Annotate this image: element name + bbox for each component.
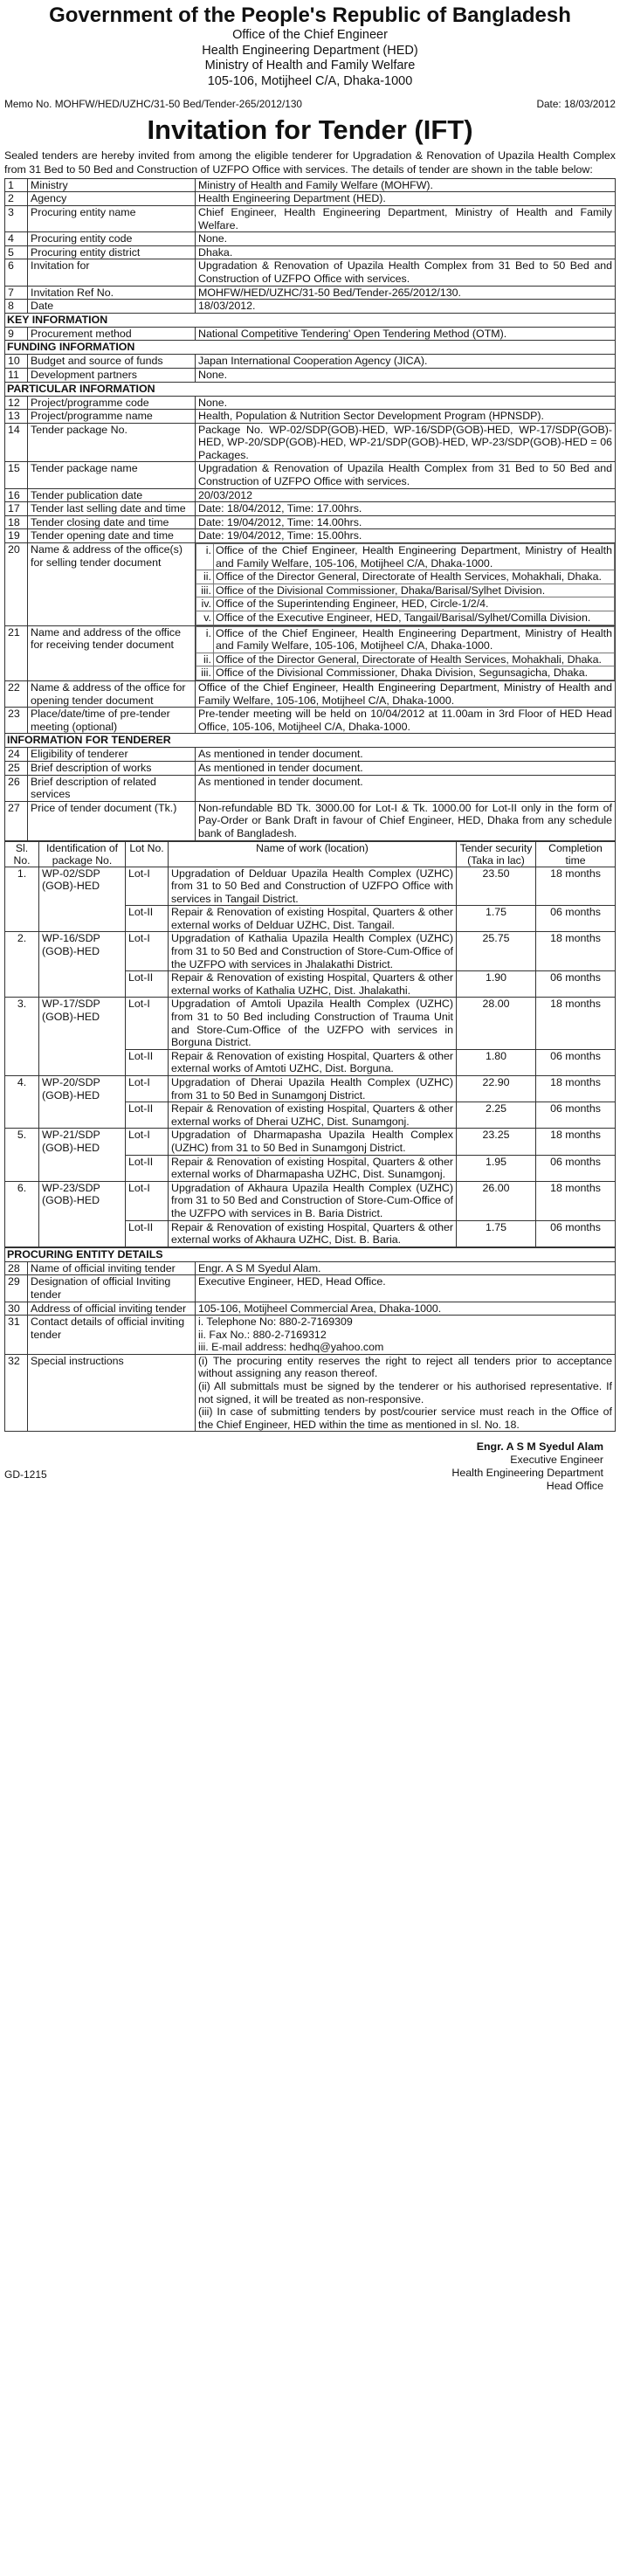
row-value-line: ii. Fax No.: 880-2-7169312 — [198, 1328, 327, 1341]
detail-row — [5, 423, 616, 462]
row-label: Procuring entity code — [28, 232, 196, 246]
works-header-sl: Sl. No. — [5, 841, 39, 867]
works-completion: 18 months — [536, 932, 616, 971]
row-value: Office of the Chief Engineer, Health Engineering Department, Ministry of Health and Family Welfare, 105-106, Motijheel C/A, Dhaka-1000. — [196, 680, 616, 707]
detail-row — [5, 680, 616, 707]
works-name: Repair & Renovation of existing Hospital, Quarters & other external works of Dherai UZHC, Dist. Sunamgonj. — [169, 1102, 457, 1129]
office-address: Office of the Divisional Commissioner, Dhaka/Barisal/Sylhet Division. — [214, 584, 615, 597]
row-number: 26 — [5, 775, 28, 801]
row-number: 29 — [5, 1275, 28, 1302]
signature-block — [4, 1440, 616, 1493]
works-lot: Lot-I — [126, 1181, 169, 1220]
works-package: WP-20/SDP (GOB)-HED — [39, 1076, 126, 1129]
works-header-row — [5, 841, 616, 867]
works-lot: Lot-I — [126, 867, 169, 906]
works-package: WP-17/SDP (GOB)-HED — [39, 998, 126, 1076]
row-value: None. — [196, 368, 616, 382]
detail-row — [5, 192, 616, 206]
row-label: Budget and source of funds — [28, 355, 196, 369]
office-list-item — [196, 544, 615, 570]
row-number: 27 — [5, 801, 28, 840]
row-value: As mentioned in tender document. — [196, 748, 616, 762]
works-name: Upgradation of Akhaura Upazila Health Complex (UZHC) from 31 to 50 Bed and Construction of Store-Cum-Office of the UZFPO with services in B. Baria District. — [169, 1181, 457, 1220]
office-list-item — [196, 626, 615, 653]
memo-row — [4, 98, 616, 111]
row-value: Health Engineering Department (HED). — [196, 192, 616, 206]
row-value: Date: 19/04/2012, Time: 15.00hrs. — [196, 529, 616, 543]
ministry-line: Ministry of Health and Family Welfare — [204, 59, 416, 73]
row-value: Non-refundable BD Tk. 3000.00 for Lot-I & Tk. 1000.00 for Lot-II only in the form of Pay-Order or Bank Draft in favour of Chief Engineer, HED, Dhaka from any schedule bank of Bangladesh. — [196, 801, 616, 840]
row-value-line: (i) The procuring entity reserves the right to reject all tenders prior to acceptance without assigning any reason thereof. — [198, 1354, 612, 1380]
works-security: 28.00 — [457, 998, 536, 1049]
works-completion: 18 months — [536, 1181, 616, 1220]
works-name: Upgradation of Amtoli Upazila Health Complex (UZHC) from 31 to 50 Bed including Construction of Trauma Unit and Store-Cum-Office of the UZFPO with services in Borguna District. — [169, 998, 457, 1049]
works-completion: 18 months — [536, 867, 616, 906]
detail-row — [5, 1275, 616, 1302]
detail-row — [5, 178, 616, 192]
row-value: None. — [196, 232, 616, 246]
row-value: Upgradation & Renovation of Upazila Health Complex from 31 Bed to 50 Bed and Construction of UZFPO Office with services. — [196, 462, 616, 488]
works-row — [5, 932, 616, 971]
row-number: 14 — [5, 423, 28, 462]
detail-row — [5, 232, 616, 246]
row-number: 11 — [5, 368, 28, 382]
office-line: Office of the Chief Engineer — [232, 28, 388, 42]
row-number: 1 — [5, 178, 28, 192]
row-label: Tender last selling date and time — [28, 502, 196, 516]
works-lot: Lot-II — [126, 1155, 169, 1181]
row-value: None. — [196, 396, 616, 410]
office-list-item — [196, 666, 615, 680]
works-completion: 18 months — [536, 998, 616, 1049]
works-security: 22.90 — [457, 1076, 536, 1102]
detail-row — [5, 286, 616, 300]
works-serial: 6. — [5, 1181, 39, 1247]
works-name: Upgradation of Dharmapasha Upazila Health Complex (UZHC) from 31 to 50 Bed in Sunamgonj District. — [169, 1129, 457, 1155]
office-address: Office of the Divisional Commissioner, Dhaka Division, Segunsagicha, Dhaka. — [214, 666, 615, 680]
works-name: Repair & Renovation of existing Hospital, Quarters & other external works of Dharmapasha UZHC, Dist. Sunamgonj. — [169, 1155, 457, 1181]
office-roman-numeral: ii. — [196, 653, 214, 666]
row-value: Pre-tender meeting will be held on 10/04/2012 at 11.00am in 3rd Floor of HED Head Office, 105-106, Motijheel C/A, Dhaka-1000. — [196, 708, 616, 734]
section-heading-row — [5, 341, 616, 355]
row-value: Executive Engineer, HED, Head Office. — [196, 1275, 616, 1302]
row-value: Japan International Cooperation Agency (JICA). — [196, 355, 616, 369]
row-number: 18 — [5, 515, 28, 529]
row-label: Tender publication date — [28, 488, 196, 502]
row-number: 25 — [5, 761, 28, 775]
row-value: Ministry of Health and Family Welfare (MOHFW). — [196, 178, 616, 192]
row-value: Engr. A S M Syedul Alam. — [196, 1261, 616, 1275]
works-row — [5, 1129, 616, 1155]
works-security: 23.50 — [457, 867, 536, 906]
signatory-name: Engr. A S M Syedul Alam — [476, 1440, 603, 1454]
works-header-pkg: Identification of package No. — [39, 841, 126, 867]
row-label: Tender package name — [28, 462, 196, 488]
works-completion: 06 months — [536, 1155, 616, 1181]
office-list-item — [196, 570, 615, 584]
section-heading-row — [5, 734, 616, 748]
memo-date: Date: 18/03/2012 — [536, 98, 616, 111]
office-roman-numeral: iii. — [196, 666, 214, 680]
works-completion: 06 months — [536, 1220, 616, 1247]
detail-row — [5, 761, 616, 775]
row-label: Ministry — [28, 178, 196, 192]
works-serial: 2. — [5, 932, 39, 998]
row-label: Tender package No. — [28, 423, 196, 462]
works-security: 1.90 — [457, 971, 536, 998]
row-label: Name and address of the office for receiving tender document — [28, 625, 196, 680]
row-number: 20 — [5, 543, 28, 626]
row-number: 8 — [5, 300, 28, 314]
row-number: 13 — [5, 410, 28, 424]
works-lot: Lot-II — [126, 1049, 169, 1075]
row-value: As mentioned in tender document. — [196, 775, 616, 801]
detail-row — [5, 259, 616, 286]
works-name: Repair & Renovation of existing Hospital, Quarters & other external works of Kathalia UZHC, Dist. Jhalakathi. — [169, 971, 457, 998]
works-completion: 06 months — [536, 906, 616, 932]
row-label: Invitation for — [28, 259, 196, 286]
works-security: 26.00 — [457, 1181, 536, 1220]
office-list — [196, 543, 615, 625]
office-address: Office of the Chief Engineer, Health Engineering Department, Ministry of Health and Family Welfare, 105-106, Motijheel C/A, Dhaka-1000. — [214, 544, 615, 570]
row-number: 19 — [5, 529, 28, 543]
detail-row — [5, 708, 616, 734]
section-heading: PARTICULAR INFORMATION — [5, 382, 616, 396]
works-serial: 3. — [5, 998, 39, 1076]
office-roman-numeral: v. — [196, 611, 214, 625]
detail-row — [5, 410, 616, 424]
row-number: 3 — [5, 205, 28, 231]
office-address: Office of the Chief Engineer, Health Engineering Department, Ministry of Health and Family Welfare, 105-106, Motijheel C/A, Dhaka-1000. — [214, 626, 615, 653]
signatory-dept: Health Engineering Department — [451, 1467, 603, 1480]
row-number: 9 — [5, 327, 28, 341]
address-line: 105-106, Motijheel C/A, Dhaka-1000 — [207, 73, 413, 88]
row-label: Brief description of related services — [28, 775, 196, 801]
works-completion: 06 months — [536, 1102, 616, 1129]
row-value: As mentioned in tender document. — [196, 761, 616, 775]
works-security: 1.80 — [457, 1049, 536, 1075]
row-value: Health, Population & Nutrition Sector Development Program (HPNSDP). — [196, 410, 616, 424]
row-number: 16 — [5, 488, 28, 502]
works-header-name: Name of work (location) — [169, 841, 457, 867]
detail-row — [5, 488, 616, 502]
row-number: 23 — [5, 708, 28, 734]
works-completion: 18 months — [536, 1076, 616, 1102]
memo-number: Memo No. MOHFW/HED/UZHC/31-50 Bed/Tender-265/2012/130 — [4, 98, 302, 111]
department-line: Health Engineering Department (HED) — [202, 43, 418, 58]
row-number: 6 — [5, 259, 28, 286]
row-label: Procuring entity name — [28, 205, 196, 231]
works-serial: 4. — [5, 1076, 39, 1129]
works-serial: 5. — [5, 1129, 39, 1181]
row-value: Dhaka. — [196, 245, 616, 259]
office-roman-numeral: iv. — [196, 597, 214, 611]
row-value: Upgradation & Renovation of Upazila Health Complex from 31 Bed to 50 Bed and Construction of UZFPO Office with services. — [196, 259, 616, 286]
row-value: 20/03/2012 — [196, 488, 616, 502]
office-address: Office of the Director General, Directorate of Health Services, Mohakhali, Dhaka. — [214, 653, 615, 666]
tender-notice — [4, 3, 616, 1493]
works-security: 25.75 — [457, 932, 536, 971]
detail-row — [5, 327, 616, 341]
row-value: National Competitive Tendering' Open Tendering Method (OTM). — [196, 327, 616, 341]
works-row — [5, 1181, 616, 1220]
detail-row — [5, 748, 616, 762]
works-package: WP-23/SDP (GOB)-HED — [39, 1181, 126, 1247]
row-label: Project/programme name — [28, 410, 196, 424]
row-value-line: i. Telephone No: 880-2-7169309 — [198, 1316, 353, 1329]
works-lot: Lot-I — [126, 1129, 169, 1155]
row-label: Tender closing date and time — [28, 515, 196, 529]
works-lot: Lot-II — [126, 971, 169, 998]
detail-row — [5, 1302, 616, 1316]
works-security: 23.25 — [457, 1129, 536, 1155]
detail-row — [5, 543, 616, 626]
row-number: 32 — [5, 1354, 28, 1432]
works-lot: Lot-II — [126, 906, 169, 932]
row-value: Package No. WP-02/SDP(GOB)-HED, WP-16/SDP(GOB)-HED, WP-17/SDP(GOB)-HED, WP-20/SDP(GOB)-HED, WP-21/SDP(GOB)-HED, WP-23/SDP(GOB)-HED = 06 Packages. — [196, 423, 616, 462]
row-value: Chief Engineer, Health Engineering Department, Ministry of Health and Family Welfare. — [196, 205, 616, 231]
works-security: 1.75 — [457, 906, 536, 932]
row-label: Procuring entity district — [28, 245, 196, 259]
row-label: Brief description of works — [28, 761, 196, 775]
row-value: 18/03/2012. — [196, 300, 616, 314]
detail-row — [5, 515, 616, 529]
row-label: Agency — [28, 192, 196, 206]
detail-row — [5, 462, 616, 488]
row-number: 28 — [5, 1261, 28, 1275]
row-number: 2 — [5, 192, 28, 206]
office-address: Office of the Executive Engineer, HED, Tangail/Barisal/Sylhet/Comilla Division. — [214, 611, 615, 625]
detail-row — [5, 1261, 616, 1275]
signatory-title: Executive Engineer — [510, 1454, 603, 1467]
row-label: Tender opening date and time — [28, 529, 196, 543]
row-label: Place/date/time of pre-tender meeting (optional) — [28, 708, 196, 734]
office-list-cell — [196, 543, 616, 626]
row-label: Name of official inviting tender — [28, 1261, 196, 1275]
row-label: Contact details of official inviting tender — [28, 1316, 196, 1355]
detail-row — [5, 1316, 616, 1355]
office-list-cell — [196, 625, 616, 680]
works-header-sec: Tender security (Taka in lac) — [457, 841, 536, 867]
detail-row — [5, 245, 616, 259]
row-number: 10 — [5, 355, 28, 369]
office-list-item — [196, 597, 615, 611]
row-label: Development partners — [28, 368, 196, 382]
office-list-item — [196, 653, 615, 666]
row-value: 105-106, Motijheel Commercial Area, Dhaka-1000. — [196, 1302, 616, 1316]
office-list-item — [196, 611, 615, 625]
office-roman-numeral: iii. — [196, 584, 214, 597]
office-address: Office of the Superintending Engineer, HED, Circle-1/2/4. — [214, 597, 615, 611]
row-label: Procurement method — [28, 327, 196, 341]
works-serial: 1. — [5, 867, 39, 932]
works-row — [5, 1076, 616, 1102]
works-completion: 06 months — [536, 971, 616, 998]
section-heading-row — [5, 382, 616, 396]
intro-paragraph: Sealed tenders are hereby invited from among the eligible tenderer for Upgradation & Renovation of Upazila Health Complex from 31 Bed to 50 Bed and Construction of UZFPO Office with services. The details of tender are shown in the table below: — [4, 149, 616, 176]
detail-row — [5, 801, 616, 840]
detail-row — [5, 368, 616, 382]
works-name: Repair & Renovation of existing Hospital, Quarters & other external works of Delduar UZHC, Dist. Tangail. — [169, 906, 457, 932]
row-number: 30 — [5, 1302, 28, 1316]
section-heading: INFORMATION FOR TENDERER — [5, 734, 616, 748]
detail-row — [5, 625, 616, 680]
works-security: 2.25 — [457, 1102, 536, 1129]
row-label: Special instructions — [28, 1354, 196, 1432]
section-heading: FUNDING INFORMATION — [5, 341, 616, 355]
works-table — [4, 841, 616, 1247]
detail-row — [5, 300, 616, 314]
works-lot: Lot-II — [126, 1220, 169, 1247]
row-value — [196, 1354, 616, 1432]
works-package: WP-16/SDP (GOB)-HED — [39, 932, 126, 998]
section-heading: PROCURING ENTITY DETAILS — [5, 1247, 616, 1261]
works-package: WP-21/SDP (GOB)-HED — [39, 1129, 126, 1181]
section-heading-row — [5, 313, 616, 327]
row-number: 21 — [5, 625, 28, 680]
office-address: Office of the Director General, Directorate of Health Services, Mohakhali, Dhaka. — [214, 570, 615, 584]
row-value: MOHFW/HED/UZHC/31-50 Bed/Tender-265/2012/130. — [196, 286, 616, 300]
row-value-line: iii. E-mail address: hedhq@yahoo.com — [198, 1341, 384, 1354]
row-number: 31 — [5, 1316, 28, 1355]
row-number: 12 — [5, 396, 28, 410]
row-value: Date: 19/04/2012, Time: 14.00hrs. — [196, 515, 616, 529]
signatory-office: Head Office — [546, 1480, 603, 1493]
detail-row — [5, 529, 616, 543]
detail-row — [5, 205, 616, 231]
row-label: Invitation Ref No. — [28, 286, 196, 300]
works-header-lot: Lot No. — [126, 841, 169, 867]
footer-code: GD-1215 — [4, 1468, 47, 1481]
row-number: 22 — [5, 680, 28, 707]
row-label: Designation of official Inviting tender — [28, 1275, 196, 1302]
section-heading-row — [5, 1247, 616, 1261]
office-roman-numeral: ii. — [196, 570, 214, 584]
works-lot: Lot-I — [126, 932, 169, 971]
row-label: Name & address of the office for opening tender document — [28, 680, 196, 707]
row-number: 24 — [5, 748, 28, 762]
detail-row — [5, 775, 616, 801]
works-security: 1.95 — [457, 1155, 536, 1181]
works-name: Repair & Renovation of existing Hospital, Quarters & other external works of Akhaura UZHC, Dist. B. Baria. — [169, 1220, 457, 1247]
government-title: Government of the People's Republic of Bangladesh — [49, 3, 571, 27]
works-completion: 18 months — [536, 1129, 616, 1155]
row-number: 4 — [5, 232, 28, 246]
row-label: Eligibility of tenderer — [28, 748, 196, 762]
row-number: 17 — [5, 502, 28, 516]
works-package: WP-02/SDP (GOB)-HED — [39, 867, 126, 932]
section-heading: KEY INFORMATION — [5, 313, 616, 327]
page-title: Invitation for Tender (IFT) — [147, 114, 473, 146]
row-label: Name & address of the office(s) for selling tender document — [28, 543, 196, 626]
row-label: Date — [28, 300, 196, 314]
works-completion: 06 months — [536, 1049, 616, 1075]
office-roman-numeral: i. — [196, 544, 214, 570]
row-number: 15 — [5, 462, 28, 488]
row-number: 7 — [5, 286, 28, 300]
row-number: 5 — [5, 245, 28, 259]
office-list-item — [196, 584, 615, 597]
works-name: Upgradation of Kathalia Upazila Health Complex (UZHC) from 31 to 50 Bed and Construction of Store-Cum-Office of the UZFPO with services in Jhalakathi District. — [169, 932, 457, 971]
works-lot: Lot-I — [126, 1076, 169, 1102]
works-name: Repair & Renovation of existing Hospital, Quarters & other external works of Amtoti UZHC, Dist. Borguna. — [169, 1049, 457, 1075]
office-list — [196, 626, 615, 680]
works-row — [5, 998, 616, 1049]
works-header-time: Completion time — [536, 841, 616, 867]
row-label: Project/programme code — [28, 396, 196, 410]
works-lot: Lot-I — [126, 998, 169, 1049]
works-security: 1.75 — [457, 1220, 536, 1247]
row-label: Price of tender document (Tk.) — [28, 801, 196, 840]
row-value-line: (iii) In case of submitting tenders by post/courier service must reach in the Office of the Chief Engineer, HED within the time as mentioned in sl. No. 18. — [198, 1405, 612, 1431]
row-value — [196, 1316, 616, 1355]
detail-row — [5, 396, 616, 410]
works-name: Upgradation of Dherai Upazila Health Complex (UZHC) from 31 to 50 Bed in Sunamgonj District. — [169, 1076, 457, 1102]
row-value-line: (ii) All submittals must be signed by the tenderer or his authorised representative. If not signed, it will be treated as non-responsive. — [198, 1380, 612, 1405]
row-value: Date: 18/04/2012, Time: 17.00hrs. — [196, 502, 616, 516]
works-name: Upgradation of Delduar Upazila Health Complex (UZHC) from 31 to 50 Bed and Construction of UZFPO Office with services in Tangail District. — [169, 867, 457, 906]
procuring-entity-table — [4, 1247, 616, 1433]
detail-row — [5, 355, 616, 369]
row-label: Address of official inviting tender — [28, 1302, 196, 1316]
detail-row — [5, 1354, 616, 1432]
detail-row — [5, 502, 616, 516]
works-row — [5, 867, 616, 906]
works-lot: Lot-II — [126, 1102, 169, 1129]
tender-details-table — [4, 178, 616, 841]
office-roman-numeral: i. — [196, 626, 214, 653]
